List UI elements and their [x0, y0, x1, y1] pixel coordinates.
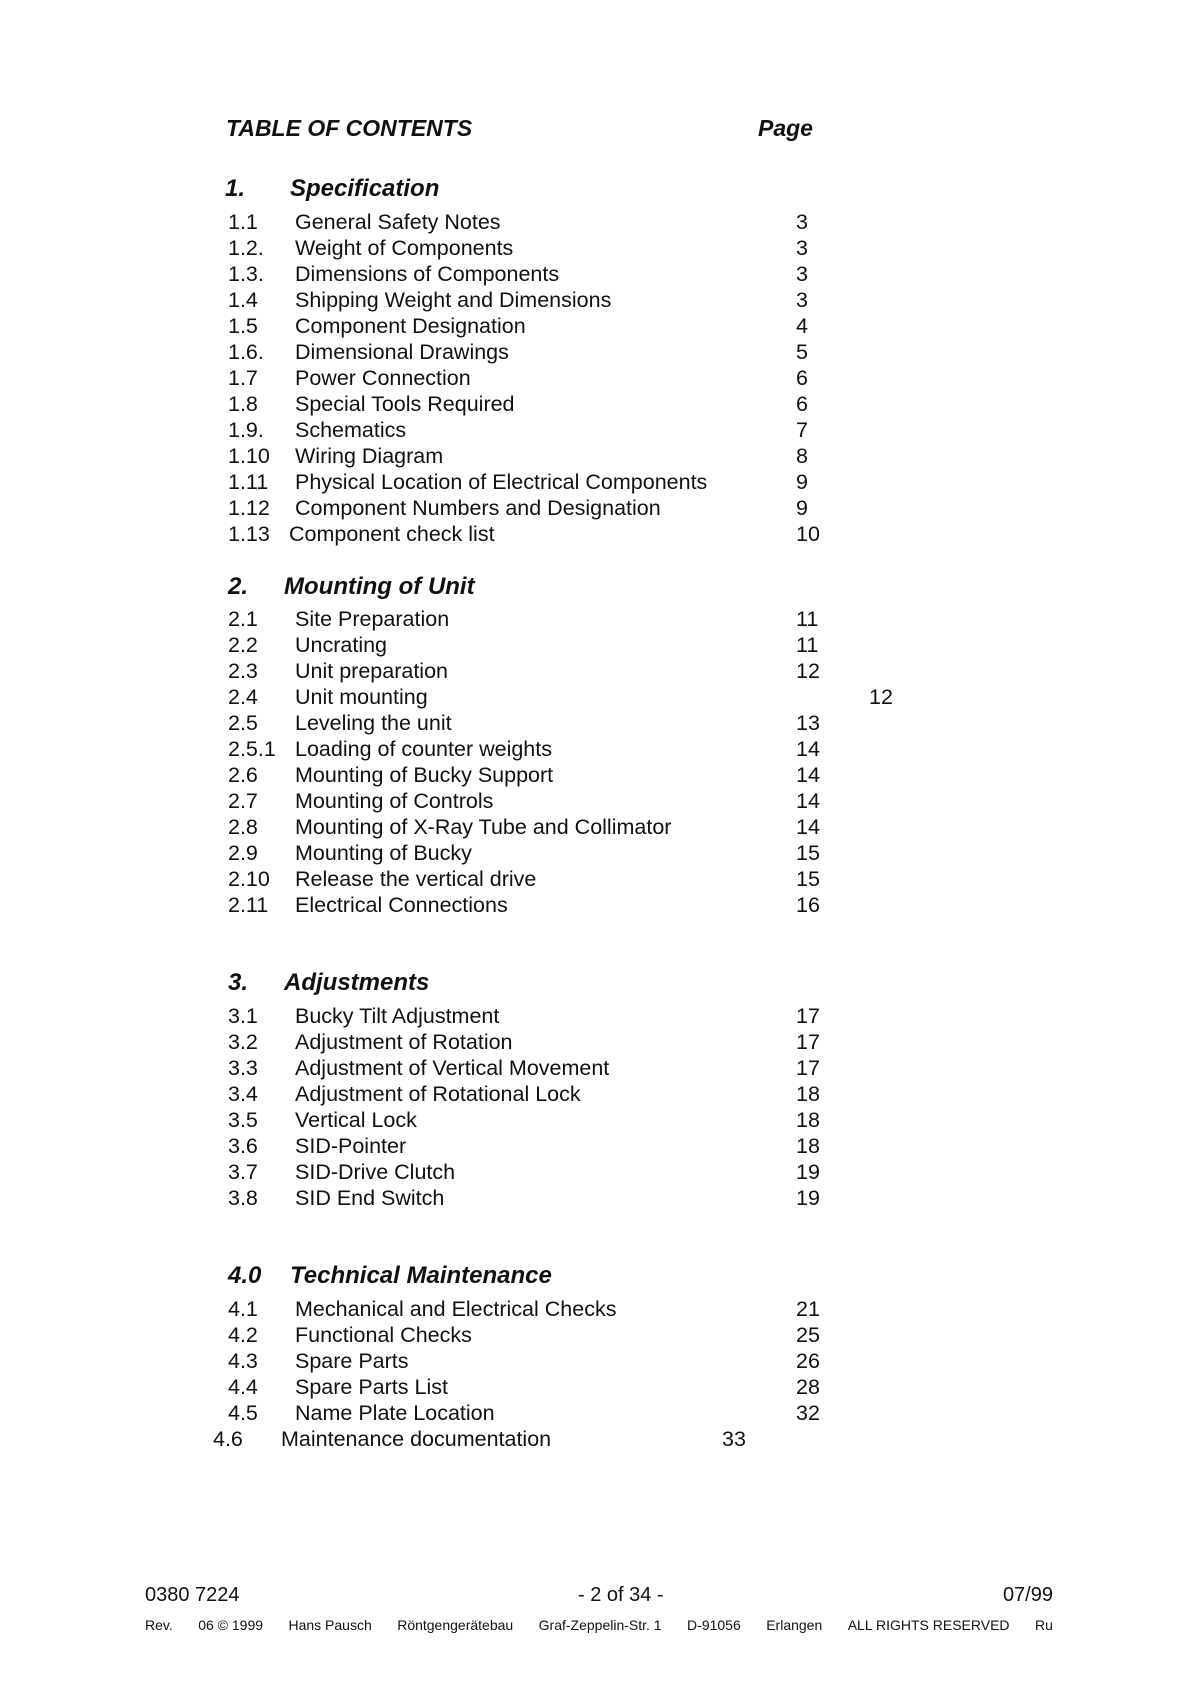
entry-number: 1.5 — [228, 314, 258, 338]
entry-number: 1.13 — [228, 522, 270, 546]
page-indicator: - 2 of 34 - — [578, 1584, 664, 1606]
entry-page: 5 — [796, 340, 808, 364]
toc-entry — [0, 1185, 1190, 1211]
entry-title: Site Preparation — [295, 607, 450, 631]
entry-number: 1.1 — [228, 210, 258, 234]
section-title: Adjustments — [284, 969, 430, 996]
entry-title: Uncrating — [295, 633, 388, 657]
entry-title: Power Connection — [295, 366, 471, 390]
entry-title: Weight of Components — [295, 236, 514, 260]
entry-title: Electrical Connections — [295, 893, 508, 917]
entry-number: 4.4 — [228, 1375, 258, 1399]
toc-entry — [0, 1400, 1190, 1426]
entry-page: 17 — [796, 1056, 820, 1080]
entry-number: 4.2 — [228, 1323, 258, 1347]
copyright-line — [145, 1615, 1053, 1635]
company-street: Graf-Zeppelin-Str. 1 — [538, 1617, 662, 1633]
entry-page: 15 — [796, 867, 820, 891]
entry-page: 8 — [796, 444, 808, 468]
toc-entry — [0, 684, 1190, 710]
toc-entry — [0, 339, 1190, 365]
entry-page: 12 — [869, 685, 893, 709]
entry-number: 1.8 — [228, 392, 258, 416]
section-number: 1. — [225, 175, 246, 202]
entry-title: Vertical Lock — [295, 1108, 417, 1132]
entry-page: 16 — [796, 893, 820, 917]
company-postcode: D-91056 — [687, 1617, 741, 1633]
entry-page: 19 — [796, 1160, 820, 1184]
entry-title: Leveling the unit — [295, 711, 452, 735]
toc-entry — [0, 1159, 1190, 1185]
entry-page: 25 — [796, 1323, 820, 1347]
toc-entry — [0, 632, 1190, 658]
entry-page: 19 — [796, 1186, 820, 1210]
toc-entry — [0, 209, 1190, 235]
toc-entry — [0, 1055, 1190, 1081]
toc-entry — [0, 417, 1190, 443]
toc-entry — [0, 866, 1190, 892]
entry-page: 6 — [796, 392, 808, 416]
entry-page: 10 — [796, 522, 820, 546]
entry-page: 21 — [796, 1297, 820, 1321]
toc-entry — [0, 840, 1190, 866]
entry-page: 9 — [796, 496, 808, 520]
entry-number: 2.9 — [228, 841, 258, 865]
section-number: 2. — [228, 573, 249, 600]
entry-title: Name Plate Location — [295, 1401, 495, 1425]
entry-title: Component Numbers and Designation — [295, 496, 661, 520]
toc-entry — [0, 1107, 1190, 1133]
entry-number: 2.2 — [228, 633, 258, 657]
entry-title: SID-Drive Clutch — [295, 1160, 456, 1184]
page-footer — [0, 1582, 1190, 1608]
entry-number: 1.6. — [228, 340, 264, 364]
entry-page: 14 — [796, 763, 820, 787]
entry-title: Component Designation — [295, 314, 526, 338]
entry-page: 12 — [796, 659, 820, 683]
entry-title: Unit preparation — [295, 659, 448, 683]
entry-title: Mounting of X-Ray Tube and Collimator — [295, 815, 672, 839]
revision-date: 07/99 — [1002, 1584, 1053, 1606]
entry-page: 11 — [796, 607, 819, 631]
section-number: 3. — [228, 969, 249, 996]
entry-number: 4.3 — [228, 1349, 258, 1373]
entry-page: 14 — [796, 789, 820, 813]
toc-entry — [0, 313, 1190, 339]
toc-entry — [0, 1133, 1190, 1159]
entry-number: 2.5.1 — [228, 737, 276, 761]
entry-page: 17 — [796, 1030, 820, 1054]
entry-page: 28 — [796, 1375, 820, 1399]
section-title: Specification — [290, 175, 440, 202]
toc-entry — [0, 1426, 1190, 1452]
toc-entry — [0, 1348, 1190, 1374]
entry-number: 1.4 — [228, 288, 258, 312]
toc-entry — [0, 1322, 1190, 1348]
entry-title: Shipping Weight and Dimensions — [295, 288, 612, 312]
entry-title: Adjustment of Vertical Movement — [295, 1056, 610, 1080]
toc-entry — [0, 710, 1190, 736]
entry-number: 4.6 — [213, 1427, 243, 1451]
entry-title: Maintenance documentation — [281, 1427, 552, 1451]
toc-entry — [0, 788, 1190, 814]
entry-title: Mounting of Bucky — [295, 841, 472, 865]
toc-title: TABLE OF CONTENTS — [226, 115, 473, 141]
entry-title: Unit mounting — [295, 685, 428, 709]
entry-number: 3.7 — [228, 1160, 258, 1184]
entry-number: 2.11 — [228, 893, 269, 917]
toc-entry — [0, 892, 1190, 918]
entry-page: 4 — [796, 314, 808, 338]
section-title: Mounting of Unit — [284, 573, 475, 600]
toc-entry — [0, 606, 1190, 632]
entry-title: Bucky Tilt Adjustment — [295, 1004, 500, 1028]
entry-title: Dimensions of Components — [295, 262, 560, 286]
toc-entry — [0, 736, 1190, 762]
page-column-label: Page — [758, 115, 813, 141]
entry-page: 3 — [796, 262, 808, 286]
toc-entry — [0, 287, 1190, 313]
toc-entry — [0, 1374, 1190, 1400]
entry-page: 3 — [796, 288, 808, 312]
entry-number: 1.9. — [228, 418, 264, 442]
entry-title: Special Tools Required — [295, 392, 515, 416]
toc-entry — [0, 521, 1190, 547]
entry-title: Loading of counter weights — [295, 737, 552, 761]
entry-page: 6 — [796, 366, 808, 390]
entry-page: 18 — [796, 1134, 820, 1158]
entry-title: Wiring Diagram — [295, 444, 444, 468]
entry-title: Mounting of Controls — [295, 789, 494, 813]
company-city: Erlangen — [766, 1617, 823, 1633]
author-initials: Ru — [1034, 1617, 1053, 1633]
entry-number: 3.5 — [228, 1108, 258, 1132]
entry-title: Functional Checks — [295, 1323, 472, 1347]
toc-entry — [0, 762, 1190, 788]
entry-number: 4.5 — [228, 1401, 258, 1425]
entry-page: 3 — [796, 236, 808, 260]
entry-number: 1.7 — [228, 366, 258, 390]
entry-number: 3.4 — [228, 1082, 258, 1106]
entry-page: 7 — [796, 418, 808, 442]
entry-number: 4.1 — [228, 1297, 258, 1321]
toc-entry — [0, 1081, 1190, 1107]
entry-title: General Safety Notes — [295, 210, 501, 234]
entry-title: Mounting of Bucky Support — [295, 763, 554, 787]
document-number: 0380 7224 — [145, 1584, 240, 1606]
toc-entry — [0, 1003, 1190, 1029]
toc-entry — [0, 365, 1190, 391]
entry-number: 1.3. — [228, 262, 264, 286]
entry-number: 3.3 — [228, 1056, 258, 1080]
entry-number: 2.5 — [228, 711, 258, 735]
entry-number: 3.1 — [228, 1004, 258, 1028]
section-number: 4.0 — [228, 1262, 262, 1289]
entry-title: Spare Parts — [295, 1349, 409, 1373]
entry-title: Dimensional Drawings — [295, 340, 509, 364]
toc-entry — [0, 261, 1190, 287]
entry-number: 2.7 — [228, 789, 258, 813]
entry-title: Release the vertical drive — [295, 867, 537, 891]
entry-number: 1.10 — [228, 444, 270, 468]
entry-page: 14 — [796, 737, 820, 761]
entry-number: 2.10 — [228, 867, 270, 891]
entry-page: 32 — [796, 1401, 820, 1425]
toc-entry — [0, 658, 1190, 684]
entry-title: Component check list — [289, 522, 495, 546]
toc-entry — [0, 1296, 1190, 1322]
revision-copyright: 06 © 1999 — [198, 1617, 264, 1633]
section-title: Technical Maintenance — [290, 1262, 552, 1289]
entry-page: 3 — [796, 210, 808, 234]
entry-page: 9 — [796, 470, 808, 494]
company-type: Röntgengerätebau — [397, 1617, 514, 1633]
entry-page: 11 — [796, 633, 819, 657]
entry-page: 17 — [796, 1004, 820, 1028]
entry-title: Schematics — [295, 418, 407, 442]
entry-page: 15 — [796, 841, 820, 865]
entry-title: Physical Location of Electrical Components — [295, 470, 708, 494]
entry-number: 2.6 — [228, 763, 258, 787]
entry-number: 3.6 — [228, 1134, 258, 1158]
revision-label: Rev. — [145, 1617, 173, 1633]
entry-title: Spare Parts List — [295, 1375, 448, 1399]
entry-page: 14 — [796, 815, 820, 839]
entry-number: 2.1 — [228, 607, 258, 631]
entry-number: 1.11 — [228, 470, 269, 494]
company-name: Hans Pausch — [288, 1617, 372, 1633]
entry-number: 2.3 — [228, 659, 258, 683]
toc-entry — [0, 469, 1190, 495]
toc-entry — [0, 495, 1190, 521]
entry-number: 3.8 — [228, 1186, 258, 1210]
entry-title: Adjustment of Rotation — [295, 1030, 513, 1054]
entry-title: SID End Switch — [295, 1186, 445, 1210]
entry-title: Mechanical and Electrical Checks — [295, 1297, 617, 1321]
entry-number: 1.12 — [228, 496, 270, 520]
toc-entry — [0, 235, 1190, 261]
entry-number: 1.2. — [228, 236, 264, 260]
toc-entry — [0, 1029, 1190, 1055]
toc-entry — [0, 814, 1190, 840]
entry-page: 18 — [796, 1108, 820, 1132]
entry-number: 2.8 — [228, 815, 258, 839]
toc-entry — [0, 391, 1190, 417]
entry-page: 33 — [722, 1427, 746, 1451]
entry-page: 26 — [796, 1349, 820, 1373]
rights-reserved: ALL RIGHTS RESERVED — [847, 1617, 1010, 1633]
entry-title: Adjustment of Rotational Lock — [295, 1082, 581, 1106]
entry-page: 13 — [796, 711, 820, 735]
toc-entry — [0, 443, 1190, 469]
entry-page: 18 — [796, 1082, 820, 1106]
entry-number: 2.4 — [228, 685, 258, 709]
entry-number: 3.2 — [228, 1030, 258, 1054]
entry-title: SID-Pointer — [295, 1134, 407, 1158]
